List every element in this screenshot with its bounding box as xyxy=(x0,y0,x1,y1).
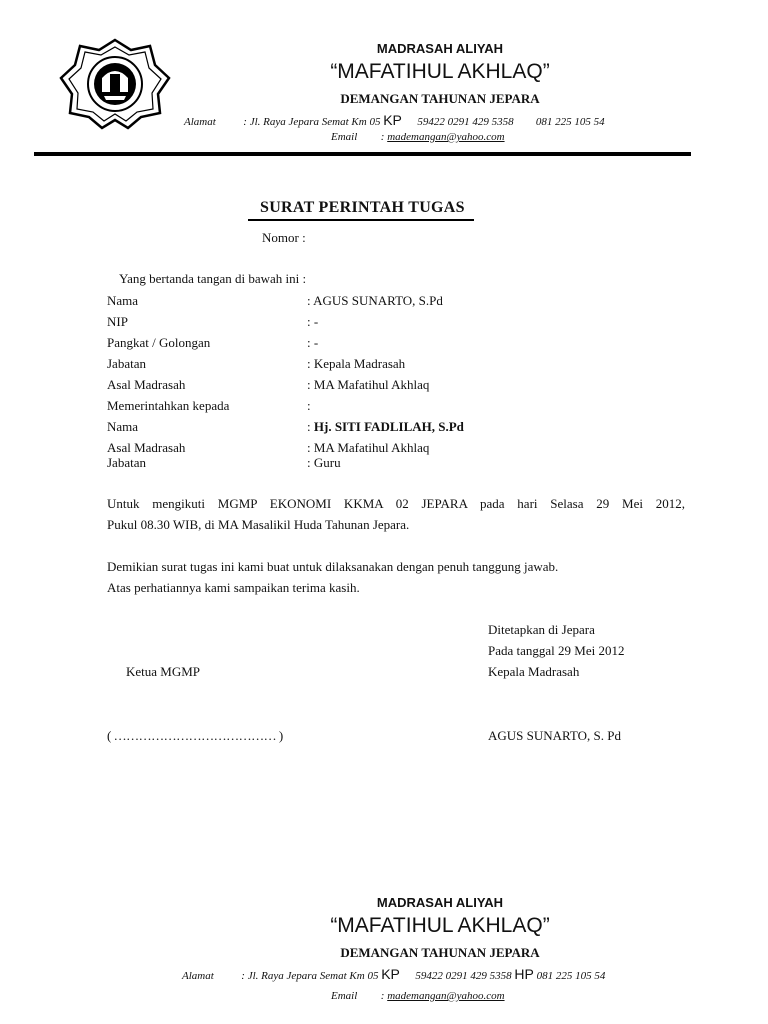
closing-line-2: Atas perhatiannya kami sampaikan terima kasih. xyxy=(107,580,360,595)
signer-position-label: Jabatan xyxy=(107,356,146,371)
footer-address-text: : Jl. Raya Jepara Semat Km 05 xyxy=(241,970,379,982)
address-label: Alamat xyxy=(184,116,216,128)
left-signer-name-placeholder: ( ………………………………… ) xyxy=(107,728,283,743)
signer-name-value: : AGUS SUNARTO, S.Pd xyxy=(307,293,443,308)
signer-rank-label: Pangkat / Golongan xyxy=(107,335,211,350)
signer-position-value: : Kepala Madrasah xyxy=(307,356,406,371)
sign-place: Ditetapkan di Jepara xyxy=(488,622,595,637)
signer-origin-value: : MA Mafatihul Akhlaq xyxy=(307,377,430,392)
kp-label: KP xyxy=(383,112,402,128)
right-signer-title: Kepala Madrasah xyxy=(488,664,580,679)
email-label: Email xyxy=(331,131,358,143)
address-text: : Jl. Raya Jepara Semat Km 05 xyxy=(243,116,381,128)
footer-email-separator: : xyxy=(380,990,385,1002)
school-logo-emblem xyxy=(58,38,172,130)
signer-rank-value: : - xyxy=(307,335,319,350)
body-line-2: Pukul 08.30 WIB, di MA Masalikil Huda Tahunan Jepara. xyxy=(107,517,410,532)
intro-text: Yang bertanda tangan di bawah ini : xyxy=(119,271,307,286)
letterhead-divider xyxy=(34,152,691,156)
footer-mobile-number: 081 225 105 54 xyxy=(536,970,606,982)
signer-nip-label: NIP xyxy=(107,314,128,329)
sign-date: Pada tanggal 29 Mei 2012 xyxy=(488,643,625,658)
footer-school-name: “MAFATIHUL AKHLAQ” xyxy=(330,914,550,937)
footer-email-label: Email xyxy=(331,990,358,1002)
school-name: “MAFATIHUL AKHLAQ” xyxy=(330,60,550,83)
email-line xyxy=(331,131,505,143)
order-label: Memerintahkan kepada xyxy=(107,398,230,413)
footer-phone-number: 0291 429 5358 xyxy=(445,970,512,982)
email-link[interactable]: mademangan@yahoo.com xyxy=(387,131,505,143)
closing-line-1: Demikian surat tugas ini kami buat untuk dilaksanakan dengan penuh tanggung jawab. xyxy=(107,559,559,574)
mobile-number: 081 225 105 54 xyxy=(535,116,605,128)
footer-email-link[interactable]: mademangan@yahoo.com xyxy=(387,990,505,1002)
footer-school-type: MADRASAH ALIYAH xyxy=(376,895,504,910)
assignee-origin-value: : MA Mafatihul Akhlaq xyxy=(307,440,430,455)
order-separator: : xyxy=(307,398,311,413)
assignee-position-value: : Guru xyxy=(307,455,341,470)
footer-address-line xyxy=(182,966,605,982)
assignee-name: Hj. SITI FADLILAH, S.Pd xyxy=(313,419,464,434)
letter-title: SURAT PERINTAH TUGAS xyxy=(260,199,465,216)
signer-nip-value: : - xyxy=(307,314,319,329)
signer-name-label: Nama xyxy=(107,293,139,308)
left-signer-title: Ketua MGMP xyxy=(126,664,201,679)
footer-email-line xyxy=(331,990,505,1002)
right-signer-name: AGUS SUNARTO, S. Pd xyxy=(488,728,621,743)
footer-school-location: DEMANGAN TAHUNAN JEPARA xyxy=(340,945,540,960)
footer-address-label: Alamat xyxy=(182,970,214,982)
assignee-name-value xyxy=(307,419,464,435)
assignee-name-separator: : xyxy=(307,419,311,434)
body-line-1: Untuk mengikuti MGMP EKONOMI KKMA 02 JEPARA pada hari Selasa 29 Mei 2012, xyxy=(107,496,685,511)
postal-code: 59422 xyxy=(417,116,445,128)
assignee-origin-label: Asal Madrasah xyxy=(107,440,186,455)
phone-number: 0291 429 5358 xyxy=(447,116,514,128)
footer-kp-label: KP xyxy=(381,966,400,982)
footer-hp-label: HP xyxy=(514,966,534,982)
school-type: MADRASAH ALIYAH xyxy=(376,41,504,56)
footer-postal-code: 59422 xyxy=(415,970,443,982)
email-separator: : xyxy=(380,131,385,143)
school-location: DEMANGAN TAHUNAN JEPARA xyxy=(340,91,540,106)
assignee-position-label: Jabatan xyxy=(107,455,146,470)
signer-origin-label: Asal Madrasah xyxy=(107,377,186,392)
letter-number: Nomor : xyxy=(262,230,306,245)
address-line xyxy=(184,112,605,128)
title-underline xyxy=(248,219,474,221)
assignee-name-label: Nama xyxy=(107,419,139,434)
